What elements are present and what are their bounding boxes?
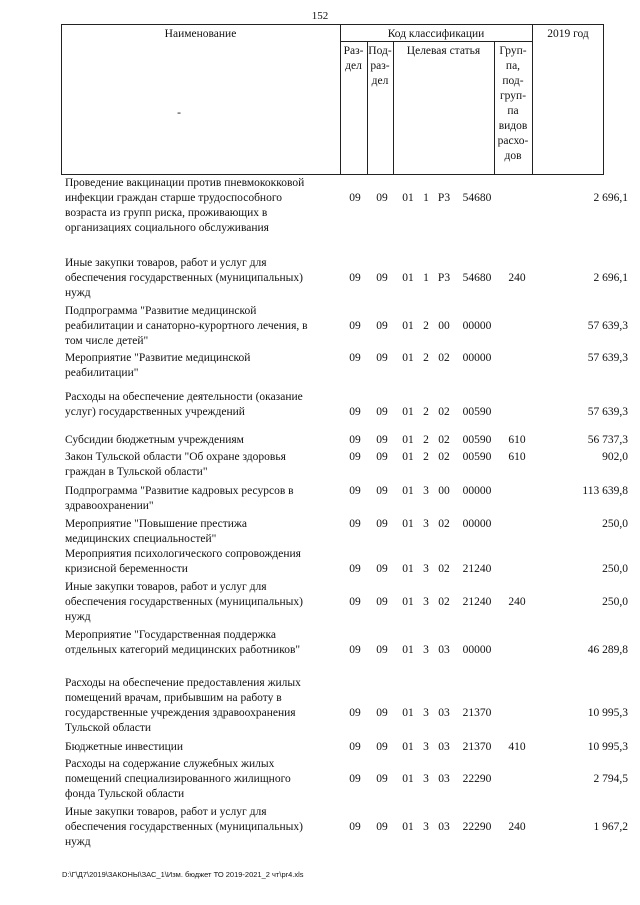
row-name xyxy=(65,433,345,448)
code-r: 09 xyxy=(349,821,361,833)
row-name xyxy=(65,740,345,755)
row-name-line: Субсидии бюджетным учреждениям xyxy=(65,434,244,446)
row-name-line: Мероприятие "Развитие медицинской xyxy=(65,352,251,364)
code-pr: 09 xyxy=(376,773,388,785)
code-a3: 03 xyxy=(438,644,450,656)
row-name-line: нужд xyxy=(65,611,91,623)
row-name-line: возраста из групп риска, проживающих в xyxy=(65,207,268,219)
header-group: Груп- па, под- груп- па видов расхо- дов xyxy=(497,45,529,162)
row-name-line: здравоохранении" xyxy=(65,500,154,512)
code-r: 09 xyxy=(349,518,361,530)
code-a2: 2 xyxy=(423,352,429,364)
row-name-line: Проведение вакцинации против пневмококковой xyxy=(65,177,305,189)
row-amount: 250,0 xyxy=(602,596,628,608)
row-name xyxy=(65,351,345,381)
header-dash: - xyxy=(177,107,181,119)
row-name-line: обеспечения государственных (муниципальных) xyxy=(65,596,303,608)
row-name xyxy=(65,484,345,514)
code-r: 09 xyxy=(349,272,361,284)
code-pr: 09 xyxy=(376,320,388,332)
code-a1: 01 xyxy=(402,821,414,833)
code-a4: 00590 xyxy=(462,406,492,418)
row-name xyxy=(65,580,345,625)
row-name-line: государственные учреждения здравоохранения xyxy=(65,707,296,719)
code-a3: 02 xyxy=(438,434,450,446)
page-number: 152 xyxy=(311,10,329,22)
row-name-line: Бюджетные инвестиции xyxy=(65,741,184,753)
code-a3: Р3 xyxy=(437,192,451,204)
code-a4: 22290 xyxy=(462,821,492,833)
row-amount: 56 737,3 xyxy=(587,434,628,446)
code-pr: 09 xyxy=(376,192,388,204)
code-a1: 01 xyxy=(402,272,414,284)
code-pr: 09 xyxy=(376,821,388,833)
code-a4: 21370 xyxy=(462,707,492,719)
code-a2: 3 xyxy=(423,596,429,608)
row-name xyxy=(65,176,345,236)
code-a2: 3 xyxy=(423,741,429,753)
header-razdel: Раз- дел xyxy=(343,45,364,72)
code-a3: 03 xyxy=(438,707,450,719)
row-name-line: Подпрограмма "Развитие кадровых ресурсов в xyxy=(65,485,294,497)
header-podrazdel: Под- раз- дел xyxy=(368,45,392,87)
code-a4: 21240 xyxy=(462,596,492,608)
row-name-line: инфекции граждан старше трудоспособного xyxy=(65,192,283,204)
code-a2: 3 xyxy=(423,485,429,497)
row-name xyxy=(65,450,345,480)
code-a2: 2 xyxy=(423,406,429,418)
row-name xyxy=(65,676,345,736)
code-a2: 3 xyxy=(423,773,429,785)
code-vr: 240 xyxy=(508,272,526,284)
row-amount: 57 639,3 xyxy=(587,406,628,418)
row-name xyxy=(65,304,345,349)
code-r: 09 xyxy=(349,773,361,785)
row-name xyxy=(65,517,345,547)
table-header xyxy=(61,24,604,175)
code-a3: 02 xyxy=(438,406,450,418)
row-amount: 250,0 xyxy=(602,518,628,530)
code-a1: 01 xyxy=(402,644,414,656)
code-pr: 09 xyxy=(376,485,388,497)
code-a1: 01 xyxy=(402,352,414,364)
row-amount: 2 696,1 xyxy=(593,272,628,284)
row-name-line: Иные закупки товаров, работ и услуг для xyxy=(65,581,267,593)
header-year: 2019 год xyxy=(547,28,589,40)
code-r: 09 xyxy=(349,485,361,497)
row-name-line: услуг) государственных учреждений xyxy=(65,406,245,418)
row-name-line: Закон Тульской области "Об охране здоровья xyxy=(65,451,286,463)
row-amount: 2 794,5 xyxy=(593,773,628,785)
code-a3: 02 xyxy=(438,352,450,364)
code-a2: 3 xyxy=(423,518,429,530)
row-name xyxy=(65,757,345,802)
code-pr: 09 xyxy=(376,707,388,719)
code-a3: Р3 xyxy=(437,272,451,284)
code-vr: 240 xyxy=(508,596,526,608)
code-a2: 1 xyxy=(423,272,429,284)
row-name-line: отдельных категорий медицинских работников" xyxy=(65,644,301,656)
code-a3: 03 xyxy=(438,773,450,785)
code-a2: 2 xyxy=(423,434,429,446)
row-name-line: Тульской области xyxy=(65,722,152,734)
row-name xyxy=(65,628,345,658)
code-a4: 21240 xyxy=(462,563,492,575)
code-r: 09 xyxy=(349,352,361,364)
row-amount: 57 639,3 xyxy=(587,320,628,332)
row-name-line: Расходы на обеспечение предоставления жилых xyxy=(65,677,301,689)
code-a4: 00000 xyxy=(462,320,492,332)
row-name-line: граждан в Тульской области" xyxy=(65,466,208,478)
code-pr: 09 xyxy=(376,644,388,656)
code-a4: 00590 xyxy=(462,451,492,463)
code-a1: 01 xyxy=(402,320,414,332)
code-r: 09 xyxy=(349,434,361,446)
row-amount: 46 289,8 xyxy=(587,644,628,656)
row-amount: 1 967,2 xyxy=(593,821,628,833)
row-name-line: Мероприятие "Повышение престижа xyxy=(65,518,247,530)
code-pr: 09 xyxy=(376,352,388,364)
code-a3: 02 xyxy=(438,518,450,530)
code-a1: 01 xyxy=(402,518,414,530)
code-a1: 01 xyxy=(402,406,414,418)
code-r: 09 xyxy=(349,320,361,332)
code-a3: 00 xyxy=(438,485,450,497)
row-amount: 250,0 xyxy=(602,563,628,575)
code-r: 09 xyxy=(349,644,361,656)
code-a4: 54680 xyxy=(462,272,492,284)
code-a4: 21370 xyxy=(462,741,492,753)
row-amount: 57 639,3 xyxy=(587,352,628,364)
header-name: Наименование xyxy=(164,28,237,40)
row-name xyxy=(65,256,345,301)
code-a1: 01 xyxy=(402,596,414,608)
code-vr: 410 xyxy=(508,741,526,753)
row-name-line: помещений врачам, прибывшим на работу в xyxy=(65,692,282,704)
code-a4: 00590 xyxy=(462,434,492,446)
header-code: Код классификации xyxy=(387,28,485,40)
row-name-line: реабилитации" xyxy=(65,367,139,379)
row-name-line: организациях социального обслуживания xyxy=(65,222,269,234)
code-r: 09 xyxy=(349,451,361,463)
row-name xyxy=(65,805,345,850)
code-a4: 00000 xyxy=(462,352,492,364)
code-r: 09 xyxy=(349,741,361,753)
code-a1: 01 xyxy=(402,773,414,785)
code-pr: 09 xyxy=(376,741,388,753)
code-a4: 00000 xyxy=(462,518,492,530)
code-a3: 02 xyxy=(438,596,450,608)
row-name-line: нужд xyxy=(65,287,91,299)
row-name-line: реабилитации и санаторно-курортного лечения, в xyxy=(65,320,308,332)
code-a1: 01 xyxy=(402,707,414,719)
code-a1: 01 xyxy=(402,192,414,204)
row-name-line: обеспечения государственных (муниципальных) xyxy=(65,272,303,284)
row-name xyxy=(65,547,345,577)
header-article: Целевая статья xyxy=(406,45,481,57)
row-name-line: нужд xyxy=(65,836,91,848)
code-r: 09 xyxy=(349,406,361,418)
row-amount: 10 995,3 xyxy=(587,707,628,719)
code-vr: 610 xyxy=(508,434,526,446)
row-name xyxy=(65,390,345,420)
code-r: 09 xyxy=(349,707,361,719)
row-name-line: Расходы на обеспечение деятельности (оказание xyxy=(65,391,303,403)
code-r: 09 xyxy=(349,192,361,204)
code-a3: 03 xyxy=(438,741,450,753)
file-path-footer: D:\Г\Д7\2019\ЗАКОНЫ\ЗАС_1\Изм. бюджет ТО 2019-2021_2 чт\pr4.xls xyxy=(62,870,304,879)
row-amount: 113 639,8 xyxy=(582,485,628,497)
code-a3: 03 xyxy=(438,821,450,833)
code-a1: 01 xyxy=(402,434,414,446)
code-a4: 22290 xyxy=(462,773,492,785)
code-a2: 1 xyxy=(423,192,429,204)
code-a4: 54680 xyxy=(462,192,492,204)
row-name-line: фонда Тульской области xyxy=(65,788,185,800)
code-a4: 00000 xyxy=(462,485,492,497)
code-a2: 3 xyxy=(423,563,429,575)
code-pr: 09 xyxy=(376,434,388,446)
code-a2: 2 xyxy=(423,320,429,332)
code-a2: 3 xyxy=(423,821,429,833)
code-a1: 01 xyxy=(402,563,414,575)
row-amount: 2 696,1 xyxy=(593,192,628,204)
code-vr: 610 xyxy=(508,451,526,463)
row-amount: 902,0 xyxy=(602,451,628,463)
code-pr: 09 xyxy=(376,518,388,530)
row-name-line: Мероприятия психологического сопровождения xyxy=(65,548,301,560)
code-vr: 240 xyxy=(508,821,526,833)
row-name-line: Иные закупки товаров, работ и услуг для xyxy=(65,257,267,269)
code-a1: 01 xyxy=(402,451,414,463)
row-name-line: том числе детей" xyxy=(65,335,149,347)
code-a3: 02 xyxy=(438,451,450,463)
row-amount: 10 995,3 xyxy=(587,741,628,753)
row-name-line: Расходы на содержание служебных жилых xyxy=(65,758,275,770)
code-a3: 02 xyxy=(438,563,450,575)
row-name-line: Подпрограмма "Развитие медицинской xyxy=(65,305,257,317)
row-name-line: кризисной беременности xyxy=(65,563,188,575)
row-name-line: Иные закупки товаров, работ и услуг для xyxy=(65,806,267,818)
code-a2: 3 xyxy=(423,644,429,656)
row-name-line: Мероприятие "Государственная поддержка xyxy=(65,629,277,641)
row-name-line: обеспечения государственных (муниципальных) xyxy=(65,821,303,833)
code-a1: 01 xyxy=(402,485,414,497)
code-pr: 09 xyxy=(376,563,388,575)
code-a2: 2 xyxy=(423,451,429,463)
code-a4: 00000 xyxy=(462,644,492,656)
row-name-line: медицинских специальностей" xyxy=(65,533,217,545)
code-r: 09 xyxy=(349,596,361,608)
code-a2: 3 xyxy=(423,707,429,719)
code-r: 09 xyxy=(349,563,361,575)
row-name-line: помещений специализированного жилищного xyxy=(65,773,291,785)
code-pr: 09 xyxy=(376,406,388,418)
code-a3: 00 xyxy=(438,320,450,332)
code-a1: 01 xyxy=(402,741,414,753)
code-pr: 09 xyxy=(376,272,388,284)
code-pr: 09 xyxy=(376,451,388,463)
code-pr: 09 xyxy=(376,596,388,608)
